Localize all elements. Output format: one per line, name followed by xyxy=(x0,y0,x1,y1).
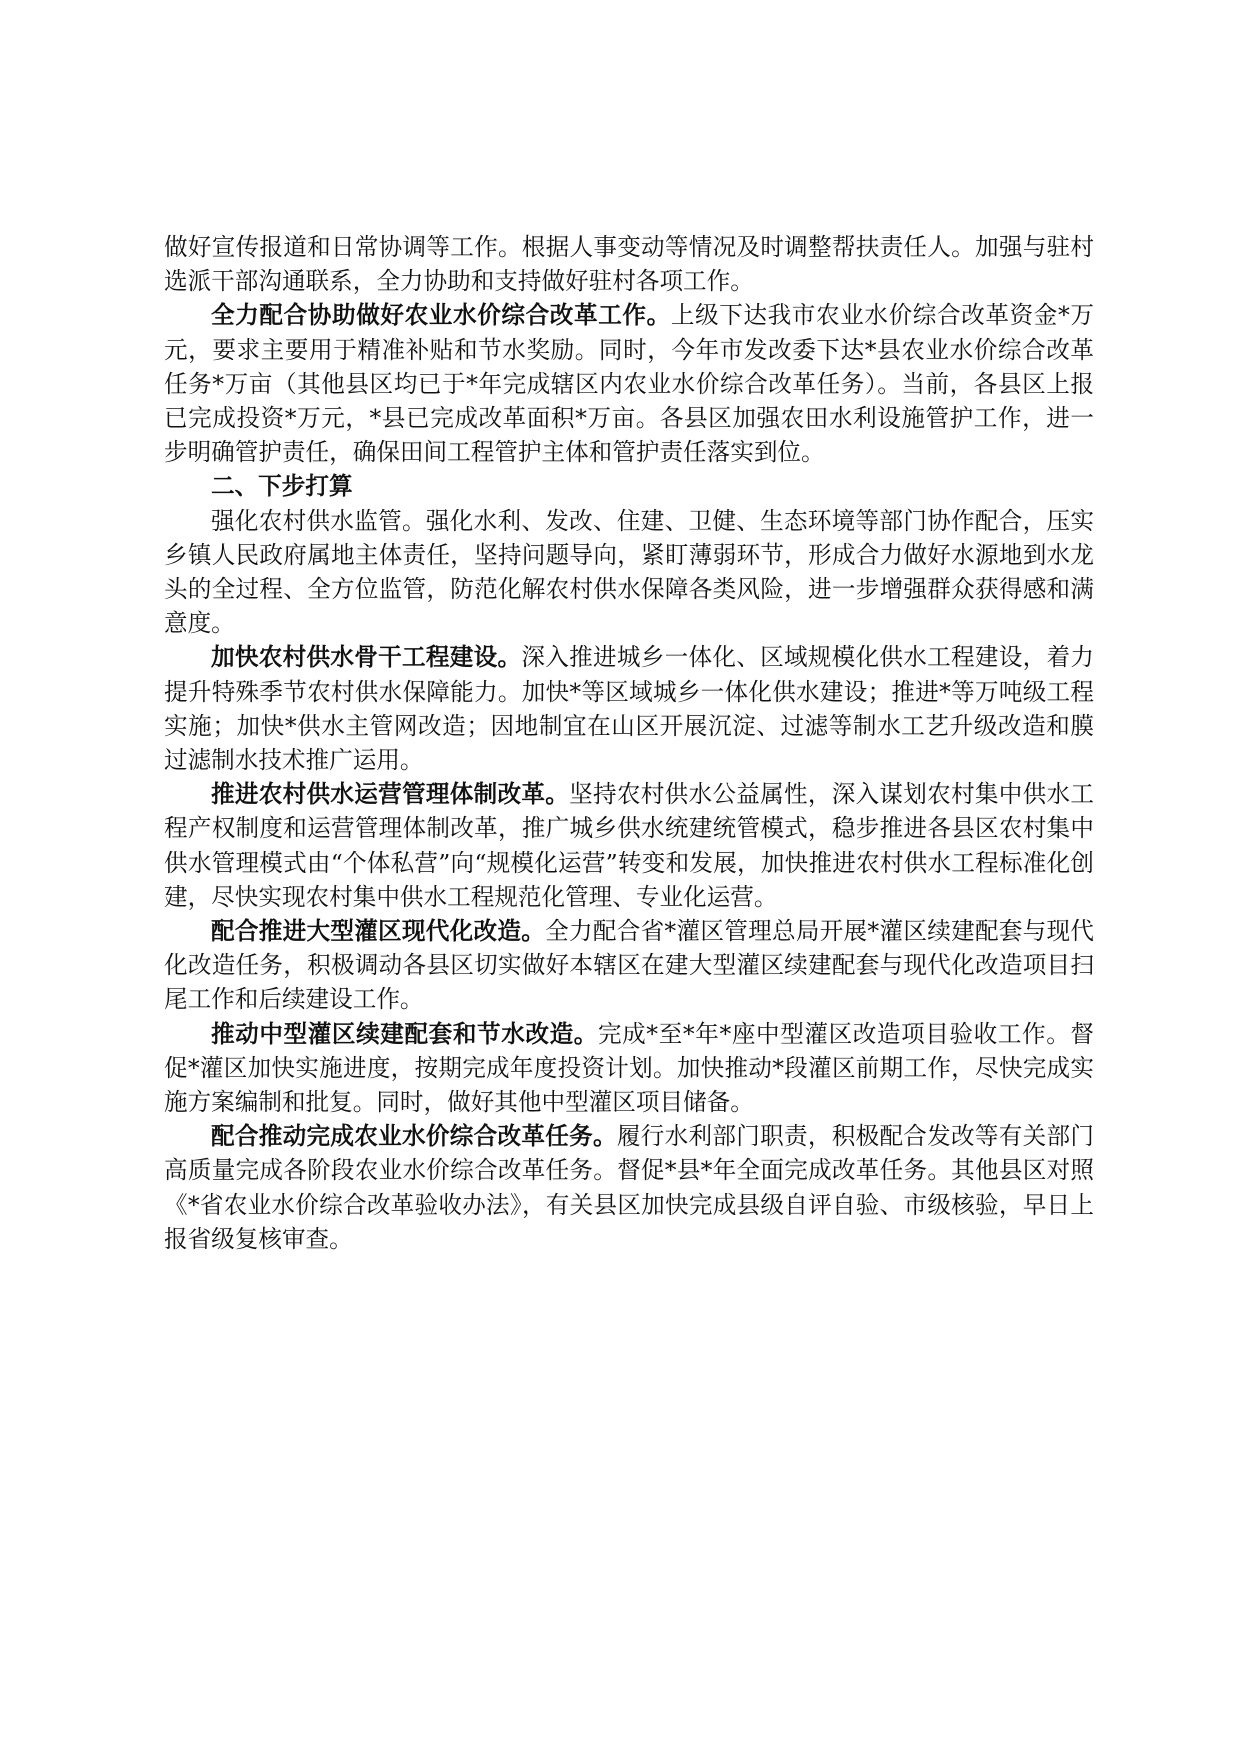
paragraph-lead: 配合推进大型灌区现代化改造。 xyxy=(211,917,546,946)
paragraph-text: 履行水利部门职责，积极配合发改等有关部门高质量完成各阶段农业水价综合改革任务。督促*县*年全面完成改革任务。其他县区对照《*省农业水价综合改革验收办法》，有关县区加快完成县级自评自验、市级核验，早日上报省级复核审查。 xyxy=(164,1122,1095,1253)
paragraph-text: 上级下达我市农业水价综合改革资金*万元，要求主要用于精准补贴和节水奖励。同时，今年市发改委下达*县农业水价综合改革任务*万亩（其他县区均已于*年完成辖区内农业水价综合改革任务）。当前，各县区上报已完成投资*万元，*县已完成改革面积*万亩。各县区加强农田水利设施管护工作，进一步明确管护责任，确保田间工程管护主体和管护责任落实到位。 xyxy=(164,301,1095,467)
paragraph-complete-reform xyxy=(164,1119,1094,1256)
paragraph-text: 做好宣传报道和日常协调等工作。根据人事变动等情况及时调整帮扶责任人。加强与驻村选派干部沟通联系，全力协助和支持做好驻村各项工作。 xyxy=(164,233,1094,296)
paragraph-rural-water-supervision xyxy=(164,504,1094,641)
paragraph-text: 完成*至*年*座中型灌区改造项目验收工作。督促*灌区加快实施进度，按期完成年度投资计划。加快推动*段灌区前期工作，尽快完成实施方案编制和批复。同时，做好其他中型灌区项目储备。 xyxy=(164,1019,1094,1117)
document-body xyxy=(164,230,1094,1256)
paragraph-lead: 推进农村供水运营管理体制改革。 xyxy=(211,780,570,809)
paragraph-continued xyxy=(164,230,1094,298)
paragraph-text: 强化农村供水监管。强化水利、发改、住建、卫健、生态环境等部门协作配合，压实乡镇人民政府属地主体责任，坚持问题导向，紧盯薄弱环节，形成合力做好水源地到水龙头的全过程、全方位监管，防范化解农村供水保障各类风险，进一步增强群众获得感和满意度。 xyxy=(164,506,1094,638)
paragraph-medium-irrigation xyxy=(164,1017,1094,1120)
paragraph-lead: 推动中型灌区续建配套和节水改造。 xyxy=(211,1019,598,1048)
paragraph-lead: 全力配合协助做好农业水价综合改革工作。 xyxy=(211,301,671,330)
paragraph-large-irrigation xyxy=(164,914,1094,1017)
paragraph-text: 深入推进城乡一体化、区域规模化供水工程建设，着力提升特殊季节农村供水保障能力。加快*等区域城乡一体化供水建设；推进*等万吨级工程实施；加快*供水主管网改造；因地制宜在山区开展沉淀、过滤等制水工艺升级改造和膜过滤制水技术推广运用。 xyxy=(164,643,1095,775)
paragraph-operation-reform xyxy=(164,777,1094,914)
paragraph-backbone-projects xyxy=(164,640,1094,777)
paragraph-lead: 配合推动完成农业水价综合改革任务。 xyxy=(211,1122,617,1151)
paragraph-water-price-reform xyxy=(164,298,1094,469)
section-heading: 二、下步打算 xyxy=(211,472,353,501)
paragraph-lead: 加快农村供水骨干工程建设。 xyxy=(211,643,522,672)
paragraph-text: 坚持农村供水公益属性，深入谋划农村集中供水工程产权制度和运营管理体制改革，推广城乡供水统建统管模式，稳步推进各县区农村集中供水管理模式由“个体私营”向“规模化运营”转变和发展，加快推进农村供水工程标准化创建，尽快实现农村集中供水工程规范化管理、专业化运营。 xyxy=(164,780,1095,911)
paragraph-text: 全力配合省*灌区管理总局开展*灌区续建配套与现代化改造任务，积极调动各县区切实做好本辖区在建大型灌区续建配套与现代化改造项目扫尾工作和后续建设工作。 xyxy=(164,917,1094,1014)
